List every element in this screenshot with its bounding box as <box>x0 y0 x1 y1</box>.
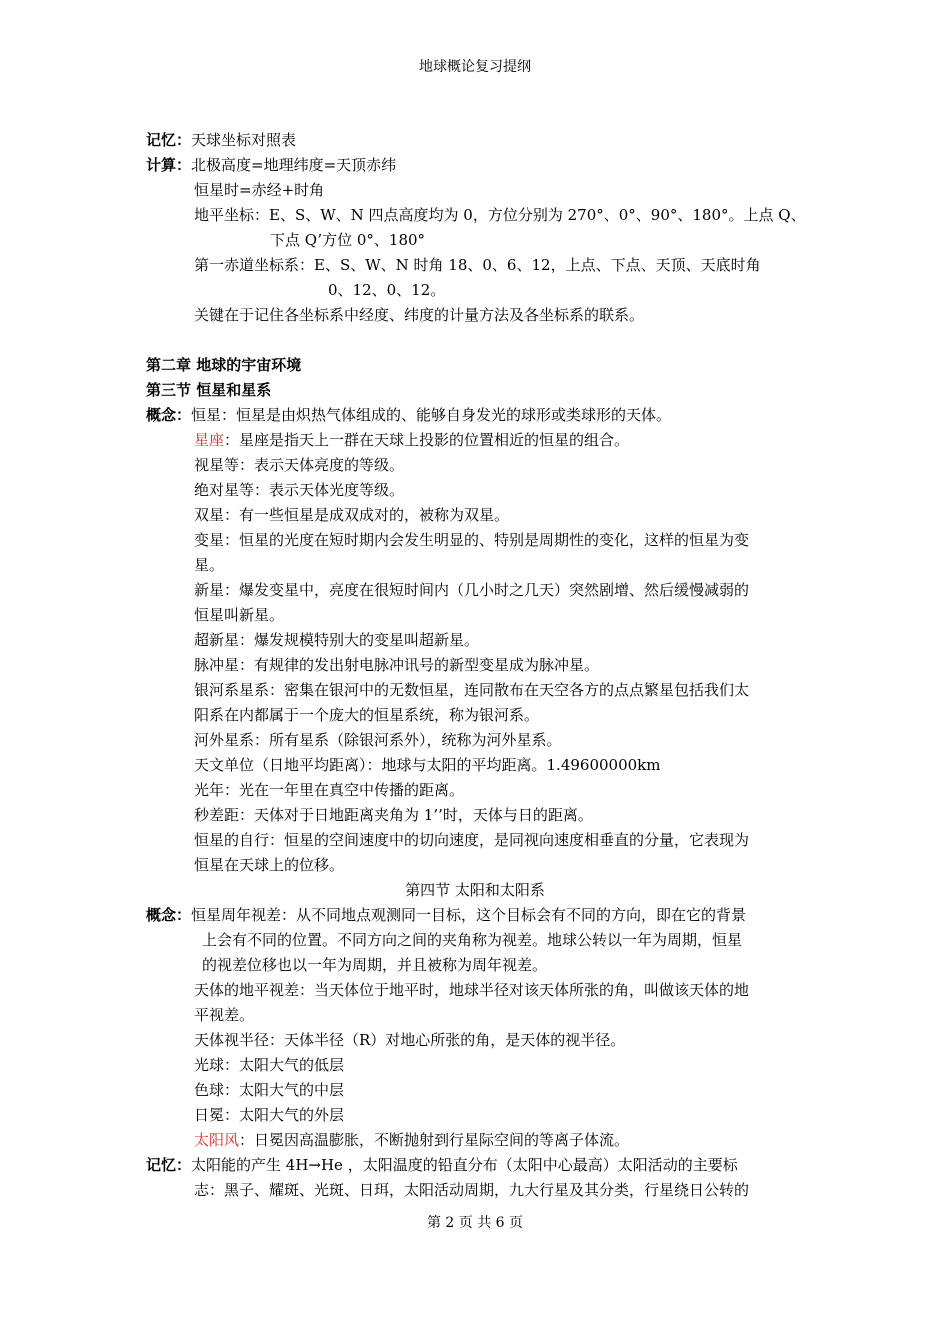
section-3-title: 第三节 恒星和星系 <box>146 381 272 399</box>
concept-text-2: ：星座是指天上一群在天球上投影的位置相近的恒星的组合。 <box>224 431 630 449</box>
concept-text-10a: 银河系星系：密集在银河中的无数恒星，连同散布在天空各方的点点繁星包括我们太 <box>194 681 750 699</box>
s4-line-7 <box>194 1130 629 1150</box>
term-constellation: 星座 <box>194 431 225 449</box>
concept-text-11: 河外星系：所有星系（除银河系外），统称为河外星系。 <box>194 731 562 749</box>
memory-text: 天球坐标对照表 <box>191 131 297 149</box>
concept-text-3: 视星等：表示天体亮度的等级。 <box>194 456 405 474</box>
s4-text-7: ：日冕因高温膨胀，不断抛射到行星际空间的等离子体流。 <box>239 1131 630 1149</box>
concept-text-12: 天文单位（日地平均距离）：地球与太阳的平均距离。1.49600000km <box>194 756 661 774</box>
calc-text-5: 关键在于记住各坐标系中经度、纬度的计量方法及各坐标系的联系。 <box>194 306 645 324</box>
calc-text-3a: 地平坐标：E、S、W、N 四点高度均为 0，方位分别为 270°、0°、90°、180°。上点 Q、 <box>194 206 806 224</box>
concept-text-13: 光年：光在一年里在真空中传播的距离。 <box>194 781 465 799</box>
s4-memory-text-1: 太阳能的产生 4H→He ，太阳温度的铅直分布（太阳中心最高）太阳活动的主要标 <box>191 1156 738 1174</box>
concept-text-15a: 恒星的自行：恒星的空间速度中的切向速度，是同视向速度相垂直的分量，它表现为 <box>194 831 750 849</box>
concept-text-1: 恒星：恒星是由炽热气体组成的、能够自身发光的球形或类球形的天体。 <box>191 406 672 424</box>
calc-text-2: 恒星时=赤经+时角 <box>194 181 325 199</box>
concept-text-14: 秒差距：天体对于日地距离夹角为 1’’时，天体与日的距离。 <box>194 806 593 824</box>
concept-text-15b: 恒星在天球上的位移。 <box>194 856 345 874</box>
concept-text-10b: 阳系在内都属于一个庞大的恒星系统，称为银河系。 <box>194 706 540 724</box>
section-4-title: 第四节 太阳和太阳系 <box>405 881 545 899</box>
page-footer: 第 2 页 共 6 页 <box>426 1215 524 1231</box>
calc-text-4a: 第一赤道坐标系：E、S、W、N 时角 18、0、6、12，上点、下点、天顶、天底时角 <box>194 256 761 274</box>
concept-text-4: 绝对星等：表示天体光度等级。 <box>194 481 405 499</box>
s4-concept-line-1 <box>146 905 746 925</box>
page-header: 地球概论复习提纲 <box>419 59 531 75</box>
s4-text-4: 光球：太阳大气的低层 <box>194 1056 345 1074</box>
concept-text-6a: 变星：恒星的光度在短时期内会发生明显的、特别是周期性的变化，这样的恒星为变 <box>194 531 750 549</box>
s4-text-1a: 恒星周年视差：从不同地点观测同一目标，这个目标会有不同的方向，即在它的背景 <box>191 906 747 924</box>
s4-text-3: 天体视半径：天体半径（R）对地心所张的角，是天体的视半径。 <box>194 1031 626 1049</box>
s4-text-1c: 的视差位移也以一年为周期，并且被称为周年视差。 <box>202 956 548 974</box>
s4-text-1b: 上会有不同的位置。不同方向之间的夹角称为视差。地球公转以一年为周期，恒星 <box>202 931 743 949</box>
concept-text-5: 双星：有一些恒星是成双成对的，被称为双星。 <box>194 506 510 524</box>
s4-text-2a: 天体的地平视差：当天体位于地平时，地球半径对该天体所张的角，叫做该天体的地 <box>194 981 750 999</box>
memory-label: 记忆： <box>146 131 192 149</box>
concept-line-1 <box>146 405 671 425</box>
concept-text-9: 脉冲星：有规律的发出射电脉冲讯号的新型变星成为脉冲星。 <box>194 656 600 674</box>
s4-text-2b: 平视差。 <box>194 1006 255 1024</box>
s4-concept-label: 概念： <box>146 906 192 924</box>
s4-memory-text-2: 志：黑子、耀斑、光斑、日珥，太阳活动周期，九大行星及其分类，行星绕日公转的 <box>194 1181 750 1199</box>
memory-line <box>146 130 296 150</box>
s4-text-6: 日冕：太阳大气的外层 <box>194 1106 345 1124</box>
calc-label: 计算： <box>146 156 192 174</box>
calc-line-1 <box>146 155 396 175</box>
concept-line-2 <box>194 430 629 450</box>
term-solar-wind: 太阳风 <box>194 1131 240 1149</box>
concept-text-6b: 星。 <box>194 556 225 574</box>
chapter-title: 第二章 地球的宇宙环境 <box>146 356 302 374</box>
concept-text-7b: 恒星叫新星。 <box>194 606 285 624</box>
concept-label: 概念： <box>146 406 192 424</box>
calc-text-4b: 0、12、0、12。 <box>328 281 446 299</box>
concept-text-7a: 新星：爆发变星中，亮度在很短时间内（几小时之几天）突然剧增、然后缓慢减弱的 <box>194 581 750 599</box>
concept-text-8: 超新星：爆发规模特别大的变星叫超新星。 <box>194 631 480 649</box>
s4-text-5: 色球：太阳大气的中层 <box>194 1081 345 1099</box>
s4-memory-line-1 <box>146 1155 738 1175</box>
calc-text-1: 北极高度=地理纬度=天顶赤纬 <box>191 156 397 174</box>
calc-text-3b: 下点 Q’方位 0°、180° <box>270 231 426 249</box>
s4-memory-label: 记忆： <box>146 1156 192 1174</box>
